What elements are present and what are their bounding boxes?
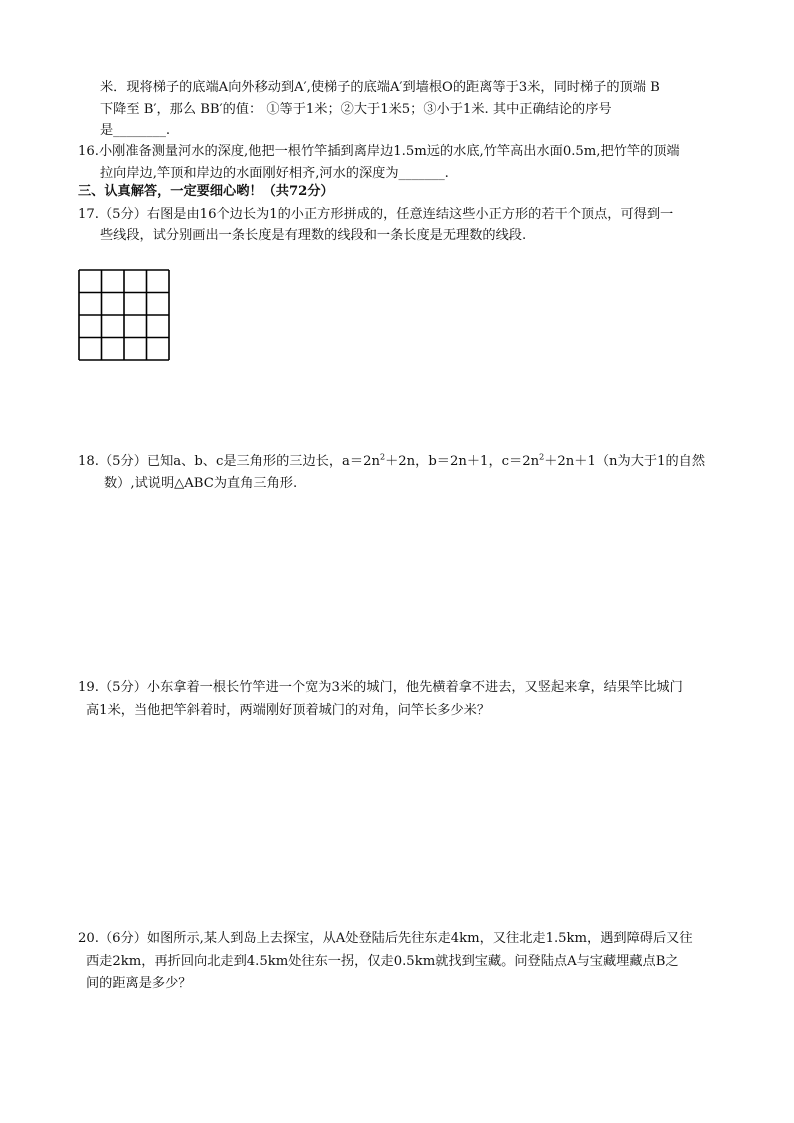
- q18-line-2: 数）,试说明△ABC为直角三角形.: [104, 476, 298, 491]
- q17-line-1: 17.（5分）右图是由16个边长为1的小正方形拼成的，任意连结这些小正方形的若干个顶点，可得到一: [78, 207, 674, 222]
- section-3-heading: 三、认真解答，一定要细心哟！（共72分）: [78, 184, 334, 199]
- q18-exponent-2: 2: [539, 452, 545, 462]
- q18-text-c: ＋2n＋1（n为大于1的自然: [544, 454, 706, 469]
- q16-line-1: 16.小刚准备测量河水的深度,他把一根竹竿插到离岸边1.5m远的水底,竹竿高出水面0.5m,把竹竿的顶端: [78, 144, 680, 159]
- q19-line-2: 高1米，当他把竿斜着时，两端刚好顶着城门的对角，问竿长多少米？: [86, 703, 491, 718]
- q16-line-2: 拉向岸边,竿顶和岸边的水面刚好相齐,河水的深度为_______.: [100, 166, 449, 181]
- q18-exponent-1: 2: [380, 452, 386, 462]
- q18-text-a: 18.（5分）已知a、b、c是三角形的三边长，a＝2n: [78, 454, 380, 469]
- q19-line-1: 19.（5分）小东拿着一根长竹竿进一个宽为3米的城门，他先横着拿不进去，又竖起来拿，结果竿比城门: [78, 680, 683, 695]
- q20-line-3: 间的距离是多少？: [86, 976, 192, 991]
- q20-line-2: 西走2km，再折回向北走到4.5km处往东一拐，仅走0.5km就找到宝藏。问登陆点A与宝藏埋藏点B之: [86, 954, 679, 969]
- square-grid-figure: [78, 269, 170, 361]
- q15-line-1: 米．现将梯子的底端A向外移动到A′,使梯子的底端A′到墙根O的距离等于3米，同时梯子的顶端 B: [100, 80, 660, 95]
- q18-text-b: ＋2n，b＝2n＋1，c＝2n: [385, 454, 540, 469]
- q17-line-2: 些线段，试分别画出一条长度是有理数的线段和一条长度是无理数的线段.: [100, 228, 527, 243]
- q18-line-1: [78, 452, 705, 472]
- q15-line-2: 下降至 B′，那么 BB′的值： ①等于1米；②大于1米5；③小于1米. 其中正确结论的序号: [100, 102, 612, 117]
- q20-line-1: 20.（6分）如图所示,某人到岛上去探宝，从A处登陆后先往东走4km，又往北走1.5km，遇到障碍后又往: [78, 931, 693, 946]
- q15-line-3: 是________.: [100, 123, 171, 138]
